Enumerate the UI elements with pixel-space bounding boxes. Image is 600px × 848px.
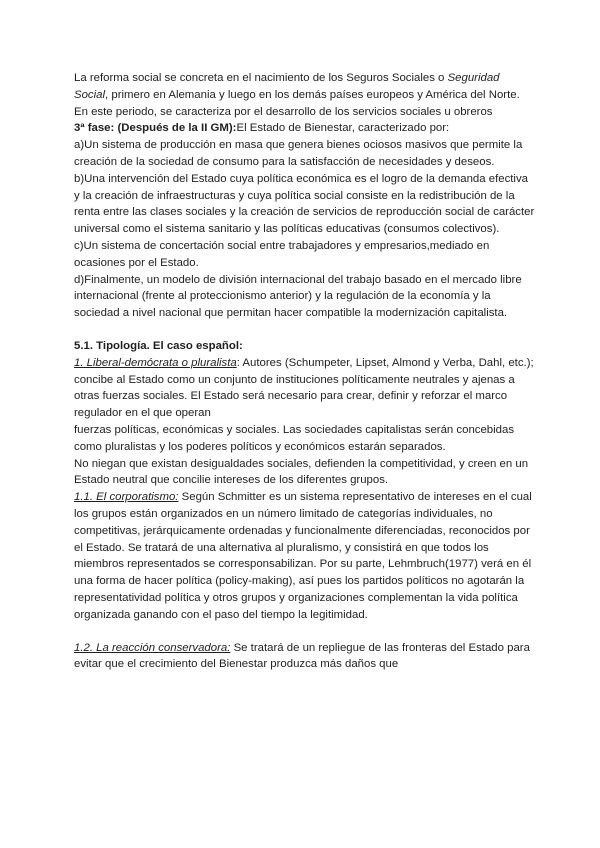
subheading-liberal-democrata: 1. Liberal-demócrata o pluralista [74,356,237,369]
paragraph-liberal-democrata: 1. Liberal-demócrata o pluralista: Autores (Schumpeter, Lipset, Almond y Verba, Dahl, etc.); concibe al Estado como un conjunto de instituciones políticamente neutrales y ajenas a otras fuerzas sociales. El Estado será necesario para crear, definir y reforzar el marco regulador en el que operan [74,356,534,420]
subheading-corporatismo: 1.1. El corporatismo: [74,491,179,504]
paragraph-fuerzas-politicas: fuerzas políticas, económicas y sociales. Las sociedades capitalistas serán concebidas como pluralistas y los poderes políticos y económicos estarán separados. [74,423,515,453]
list-item-b: b)Una intervención del Estado cuya política económica es el logro de la demanda efectiva y la creación de infraestructuras y cuya política social consiste en la redistribución de la renta entre las clases sociales y la creación de servicios de reproducción social de carácter universal como el sistema sanitario y las políticas educativas (consumos colectivos). [74,172,535,236]
list-item-a: a)Un sistema de producción en masa que genera bienes ociosos masivos que permite la creación de la sociedad de consumo para la satisfacción de necesidades y deseos. [74,139,523,168]
document-body [74,70,536,673]
italic-seguridad-social: Seguridad Social [74,72,500,101]
section-heading: 5.1. Tipología. El caso español: [74,339,243,352]
paragraph-seguros-sociales: La reforma social se concreta en el nacimiento de los Seguros Sociales o Seguridad Social, primero en Alemania y luego en los demás países europeos y América del Norte. [74,72,520,101]
subheading-reaccion-conservadora: 1.2. La reacción conservadora: [74,641,231,654]
paragraph-desigualdades: No niegan que existan desigualdades sociales, defienden la competitividad, y creen en un Estado neutral que concilie intereses de los diferentes grupos. [74,457,529,487]
paragraph-corporatismo: 1.1. El corporatismo: Según Schmitter es un sistema representativo de intereses en el cual los grupos están organizados en un número limitado de categorías individuales, no competitivas, jerárquicamente ordenadas y funcionalmente diferenciadas, reconocidos por el Estado. Se tratará de una alternativa al pluralismo, y consistirá en que todos los miembros representados se corresponsabilizan. Por su parte, Lehmbruch(1977) verá en él una forma de hacer política (policy-making), así pues los partidos políticos no agotarán la representatividad política y otros grupos y organizaciones complementan la vida política organizada ganando con el paso del tiempo la legitimidad. [74,491,532,621]
paragraph-tercera-fase: 3ª fase: (Después de la II GM):El Estado de Bienestar, caracterizado por: [74,122,450,135]
paragraph-gap [74,322,536,338]
list-item-d: d)Finalmente, un modelo de división internacional del trabajo basado en el mercado libre internacional (frente al proteccionismo anterior) y la regulación de la economía y la sociedad a nivel nacional que permitan hacer compatible la modernización capitalista. [74,273,522,320]
list-item-c: c)Un sistema de concertación social entre trabajadores y empresarios,mediado en ocasiones por el Estado. [74,239,490,269]
paragraph-periodo: En este periodo, se caracteriza por el desarrollo de los servicios sociales u obreros [74,105,493,118]
bold-tercera-fase: 3ª fase: (Después de la II GM): [74,122,237,135]
paragraph-gap [74,624,536,640]
paragraph-reaccion-conservadora: 1.2. La reacción conservadora: Se tratará de un repliegue de las fronteras del Estado para evitar que el crecimiento del Bienestar produzca más daños que [74,641,530,671]
